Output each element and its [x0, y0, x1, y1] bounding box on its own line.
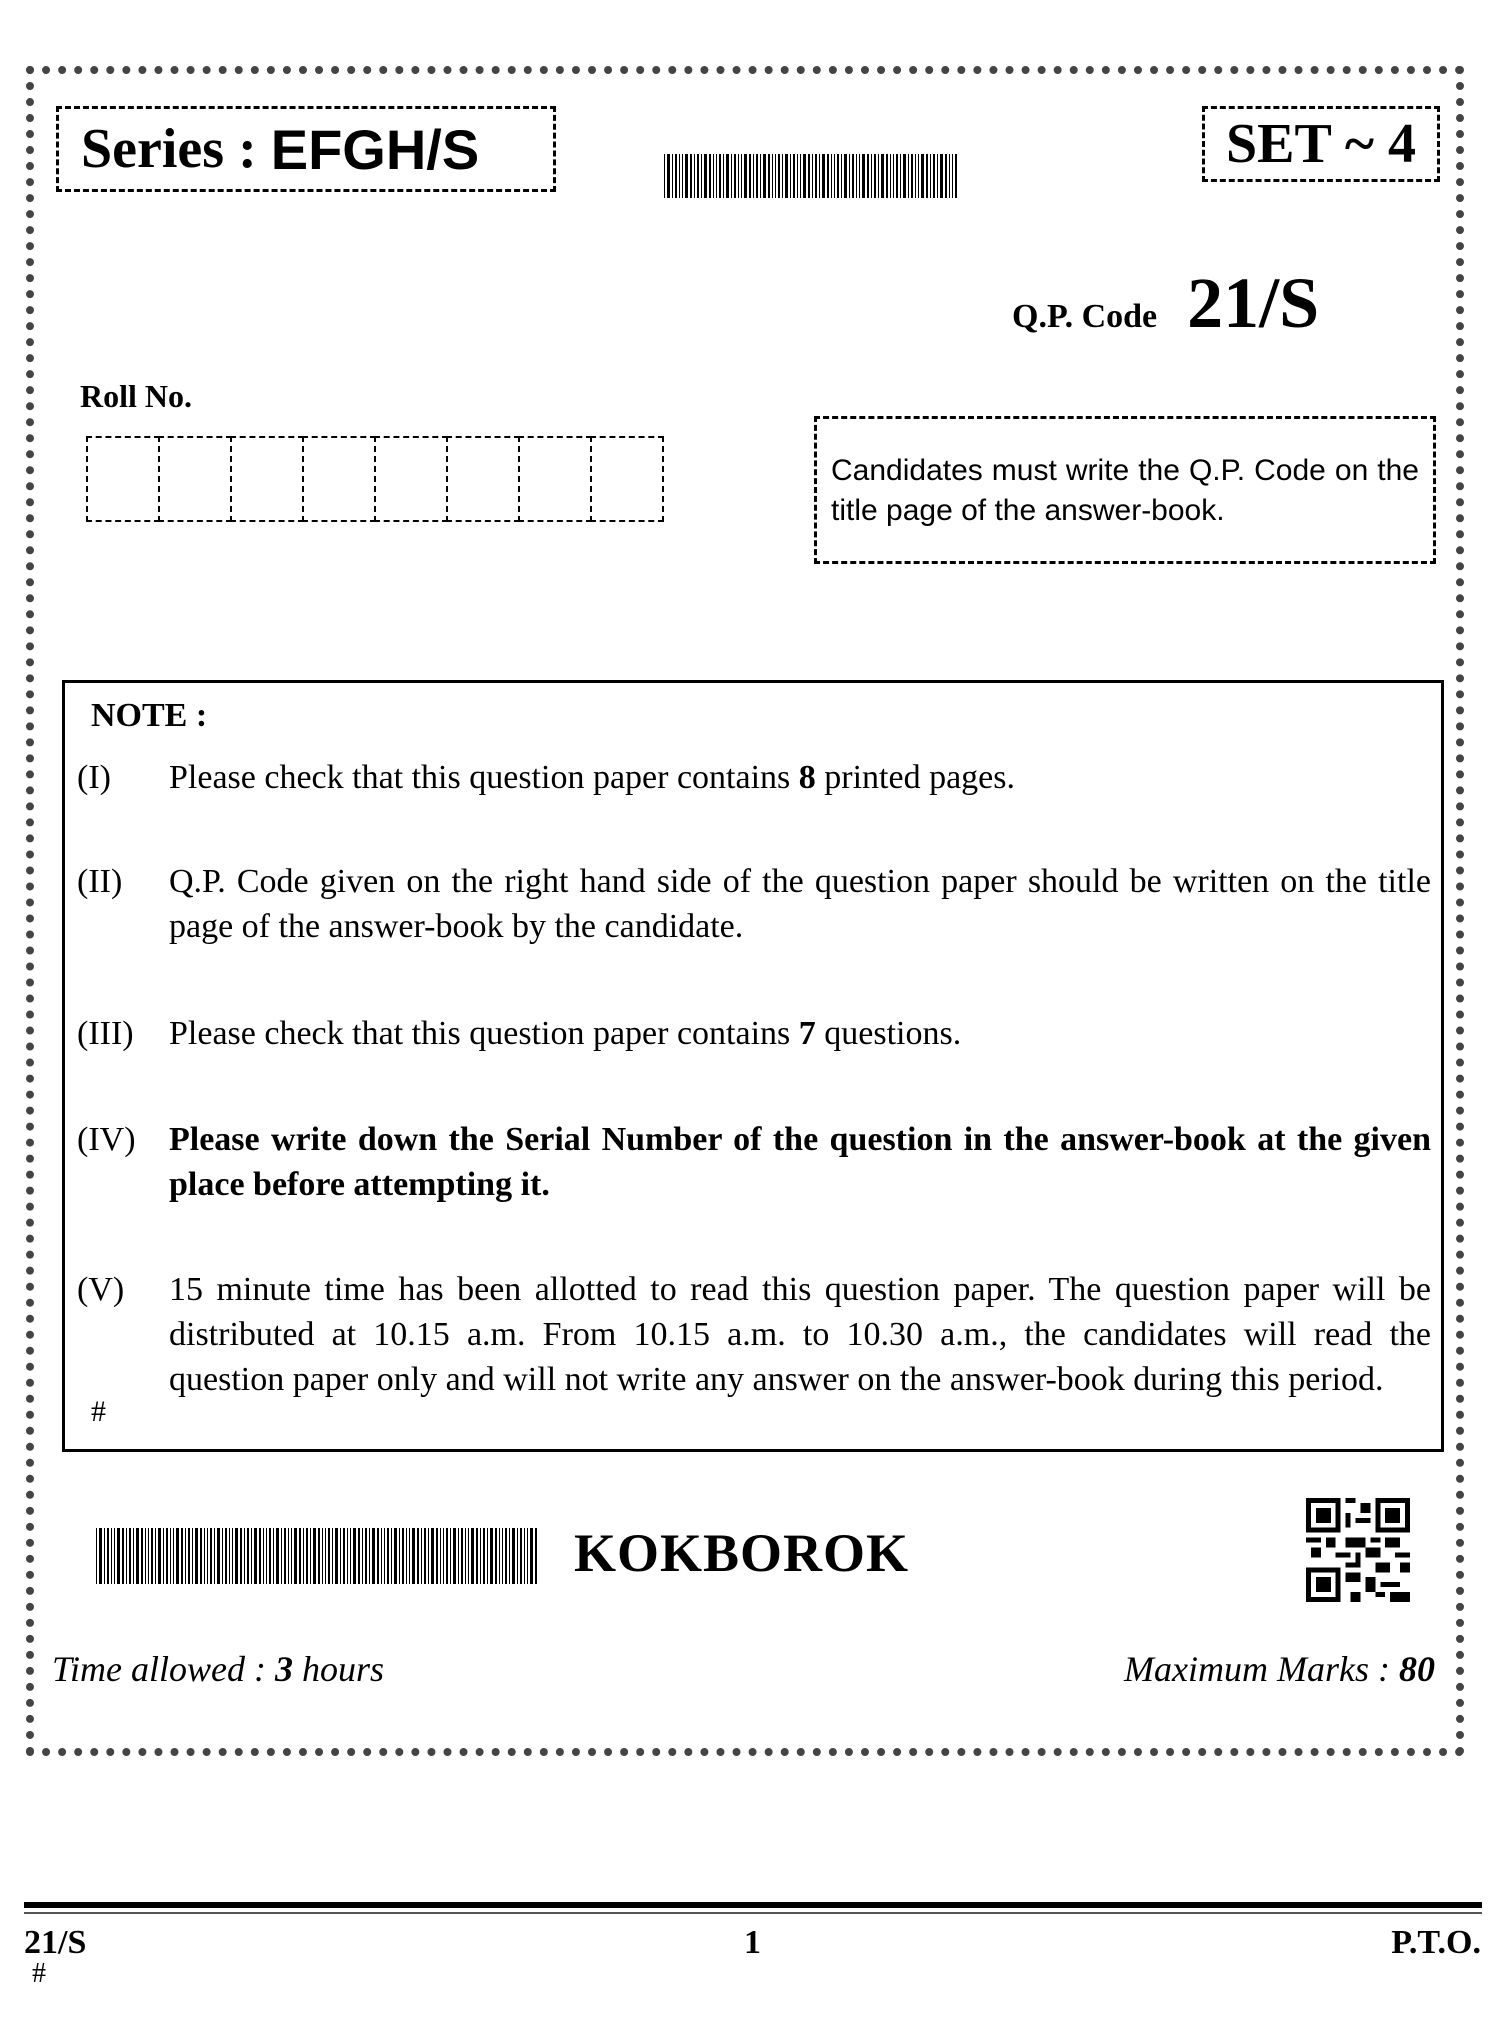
roll-number-cell[interactable] [518, 436, 592, 522]
footer-hash: # [32, 1958, 46, 1989]
footer-rule [24, 1902, 1482, 1908]
roll-number-label: Roll No. [80, 378, 192, 414]
footer-rule-thin [24, 1912, 1482, 1914]
candidate-notice: Candidates must write the Q.P. Code on the title page of the answer-book. [814, 416, 1436, 564]
note-item-text: Please check that this question paper contains 7 questions. [169, 1015, 962, 1052]
series-label: Series : [81, 118, 257, 180]
roll-number-cell[interactable] [374, 436, 448, 522]
qp-code [1012, 262, 1319, 345]
note-item-text: Please check that this question paper contains 8 printed pages. [169, 759, 1015, 796]
roll-number-cell[interactable] [446, 436, 520, 522]
maximum-marks: Maximum Marks : 80 [1124, 1649, 1435, 1689]
roll-number-cell[interactable] [158, 436, 232, 522]
note-item [77, 1011, 1431, 1056]
note-item [77, 859, 1431, 949]
subject-title: KOKBOROK [574, 1523, 910, 1583]
barcode-top [664, 154, 959, 198]
note-item-text: Q.P. Code given on the right hand side of the question paper should be written on the title page of the answer-book by the candidate. [169, 863, 1431, 945]
hash-mark: # [91, 1395, 106, 1428]
set-label: SET ~ 4 [1202, 106, 1440, 182]
note-item-text: 15 minute time has been allotted to read this question paper. The question paper will be distributed at 10.15 a.m. From 10.15 a.m. to 10.30 a.m., the candidates will read the question paper only and will not write any answer on the answer-book during this period. [169, 1271, 1431, 1398]
series-box [56, 106, 556, 192]
note-item-number: (V) [77, 1271, 125, 1308]
page-number: 1 [744, 1924, 761, 1961]
footer-qp-code: 21/S [24, 1924, 87, 1961]
note-box [62, 680, 1444, 1452]
note-item-text: Please write down the Serial Number of the question in the answer-book at the given place before attempting it. [169, 1121, 1431, 1203]
series-value: EFGH/S [270, 117, 480, 181]
roll-number-cell[interactable] [302, 436, 376, 522]
qr-code-icon [1306, 1498, 1410, 1602]
note-item [77, 1267, 1431, 1402]
barcode-bottom [96, 1528, 539, 1584]
note-item-number: (III) [77, 1015, 134, 1052]
note-item [77, 1117, 1431, 1207]
qp-code-label: Q.P. Code [1012, 298, 1158, 335]
please-turn-over: P.T.O. [1391, 1924, 1481, 1961]
note-item [77, 755, 1431, 800]
note-item-number: (I) [77, 759, 111, 796]
qp-code-value: 21/S [1187, 263, 1320, 343]
roll-number-cell[interactable] [590, 436, 664, 522]
roll-number-cell[interactable] [230, 436, 304, 522]
note-item-number: (IV) [77, 1121, 136, 1158]
note-item-number: (II) [77, 863, 123, 900]
roll-number-cell[interactable] [86, 436, 160, 522]
time-allowed: Time allowed : 3 hours [52, 1649, 385, 1689]
roll-number-boxes[interactable] [86, 436, 662, 522]
note-title: NOTE : [91, 697, 208, 734]
